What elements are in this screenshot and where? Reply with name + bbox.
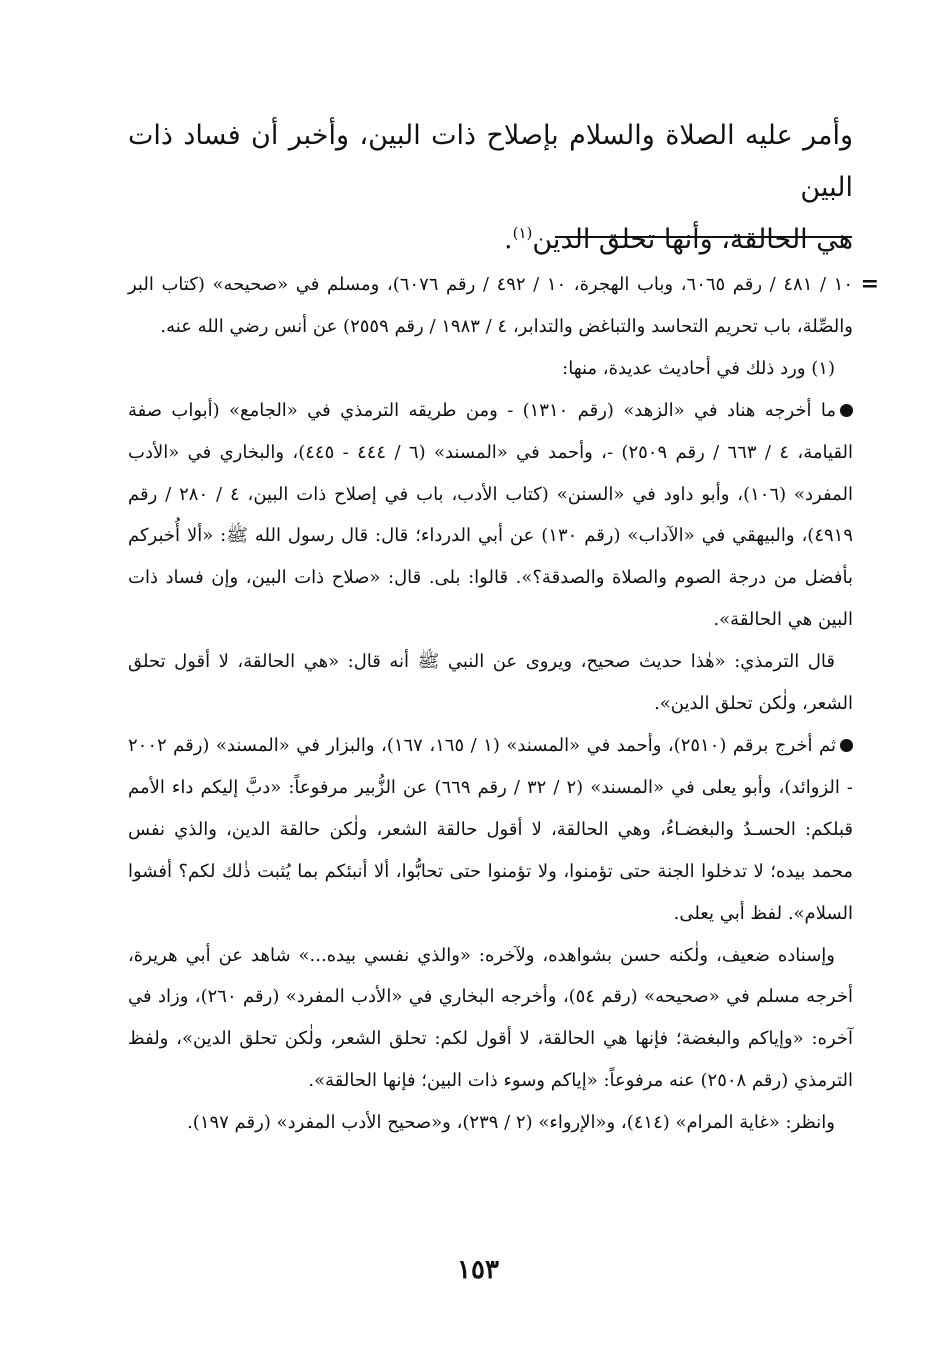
- footnote-paragraph-2: قال الترمذي: «هٰذا حديث صحيح، ويروى عن النبي ﷺ أنه قال: «هي الحالقة، لا أقول تحلق الشعر، ولٰكن تحلق الدين».: [128, 651, 853, 715]
- footnote-paragraph-1-text: ما أخرجه هناد في «الزهد» (رقم ١٣١٠) - ومن طريقه الترمذي في «الجامع» (أبواب صفة القيامة، ٤ / ٦٦٣ / رقم ٢٥٠٩) -، وأحمد في «المسند» (٦ / ٤٤٤ - ٤٤٥)، والبخاري في «الأدب المفرد» (١٠٦)، وأبو داود في «السنن» (كتاب الأدب، باب في إصلاح ذات البين، ٤ / ٢٨٠ / رقم ٤٩١٩)، والبيهقي في «الآداب» (رقم ١٣٠) عن أبي الدرداء؛ قال: قال رسول الله ﷺ: «ألا أُخبركم بأفضل من درجة الصوم والصلاة والصدقة؟». قالوا: بلى. قال: «صلاح ذات البين، وإن فساد ذات البين هي الحالقة».: [128, 399, 854, 631]
- footnote-paragraph-4: وإسناده ضعيف، ولٰكنه حسن بشواهده، ولآخره: «والذي نفسي بيده...» شاهد عن أبي هريرة، أخرجه مسلم في «صحيحه» (رقم ٥٤)، وأخرجه البخاري في «الأدب المفرد» (رقم ٢٦٠)، وزاد في آخره: «وإياكم والبغضة؛ فإنها هي الحالقة، لا أقول لكم: تحلق الشعر، ولٰكن تحلق الدين»، ولفظ الترمذي (رقم ٢٥٠٨) عنه مرفوعاً: «إياكم وسوء ذات البين؛ فإنها الحالقة».: [128, 944, 853, 1092]
- main-text: [128, 110, 853, 266]
- continuation-marker: =: [860, 271, 879, 297]
- footnote-reference: (١): [512, 224, 533, 242]
- footnote-continuation-text: ١٠ / ٤٨١ / رقم ٦٠٦٥، وباب الهجرة، ١٠ / ٤٩٢ / رقم ٦٠٧٦)، ومسلم في «صحيحه» (كتاب البر والصِّلة، باب تحريم التحاسد والتباغض والتدابر، ٤ / ١٩٨٣ / رقم ٢٥٥٩) عن أنس رضي الله عنه.: [128, 274, 853, 337]
- footnote-paragraph-5: وانظر: «غاية المرام» (٤١٤)، و«الإرواء» (٢ / ٢٣٩)، و«صحيح الأدب المفرد» (رقم ١٩٧).: [187, 1112, 835, 1134]
- footnote-paragraph-3-text: ثم أخرج برقم (٢٥١٠)، وأحمد في «المسند» (١ / ١٦٥، ١٦٧)، والبزار في «المسند» (رقم ٢٠٠٢ - الزوائد)، وأبو يعلى في «المسند» (٢ / ٣٢ / رقم ٦٦٩) عن الزُّبير مرفوعاً: «دبَّ إليكم داء الأمم قبلكم: الحسـدُ والبغضـاءُ، وهي الحالقة، لا أقول حالقة الشعر، ولٰكن حالقة الدين، والذي نفس محمد بيده؛ لا تدخلوا الجنة حتى تؤمنوا، ولا تؤمنوا حتى تحابُّوا، ألا أنبئكم بما يُثبت ذٰلك لكم؟ أفشوا السلام». لفظ أبي يعلى.: [128, 734, 853, 924]
- main-text-line-1: وأمر عليه الصلاة والسلام بإصلاح ذات البين، وأخبر أن فساد ذات البين: [128, 120, 853, 203]
- main-text-line-2-end: .: [504, 224, 513, 255]
- page-number: ١٥٣: [457, 1255, 499, 1285]
- bullet-dot-icon: [840, 739, 853, 752]
- main-text-line-2-body: هي الحالقة، وأنها تحلق الدين: [532, 224, 853, 255]
- footnote-continuation: [128, 264, 879, 348]
- footnote-paragraph-3: [128, 725, 853, 935]
- main-text-line-2: [128, 214, 853, 266]
- footnotes: [128, 264, 879, 1144]
- footnote-1-heading: (١) ورد ذلك في أحاديث عديدة، منها:: [562, 357, 835, 379]
- bullet-dot-icon: [840, 404, 853, 417]
- footnote-paragraph-1: [128, 390, 853, 641]
- footnote-separator-rule: [555, 236, 852, 238]
